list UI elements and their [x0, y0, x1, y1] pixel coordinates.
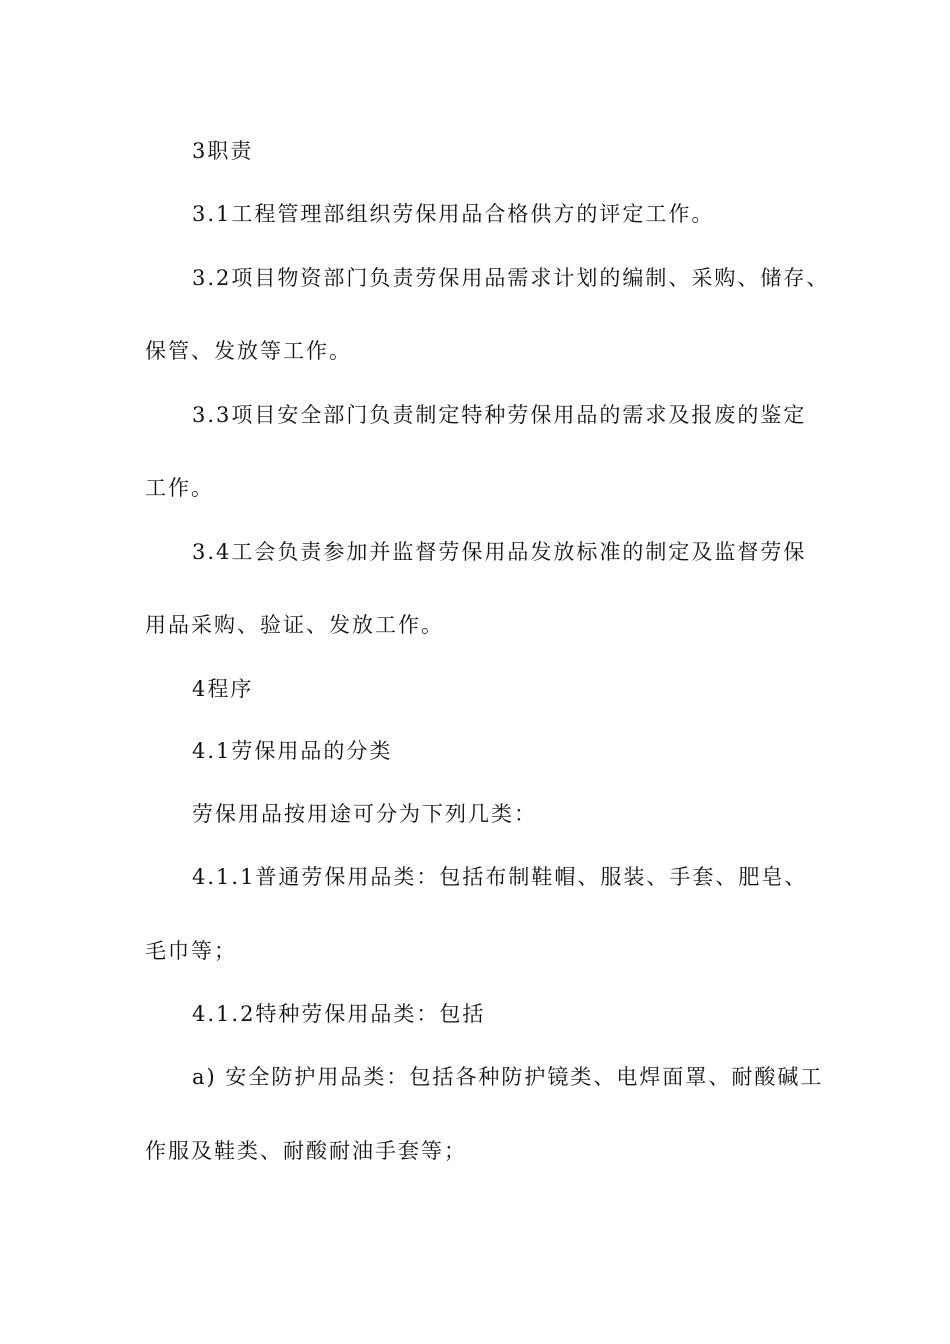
subheading-4-1: 4.1劳保用品的分类: [192, 739, 393, 763]
paragraph-3-1: 3.1工程管理部组织劳保用品合格供方的评定工作。: [192, 202, 715, 226]
paragraph-3-4-line-1: 3.4工会负责参加并监督劳保用品发放标准的制定及监督劳保: [192, 540, 807, 564]
paragraph-3-3-line-1: 3.3项目安全部门负责制定特种劳保用品的需求及报废的鉴定: [192, 403, 807, 427]
section-heading-procedure: 4程序: [192, 677, 254, 701]
paragraph-4-1-1-line-2: 毛巾等；: [145, 939, 237, 963]
list-item-a-line-1: a) 安全防护用品类：包括各种防护镜类、电焊面罩、耐酸碱工: [192, 1065, 824, 1089]
section-heading-responsibilities: 3职责: [192, 139, 254, 163]
paragraph-3-3-line-2: 工作。: [145, 476, 214, 500]
paragraph-classification-intro: 劳保用品按用途可分为下列几类：: [192, 802, 537, 826]
paragraph-4-1-2: 4.1.2特种劳保用品类：包括: [192, 1002, 486, 1026]
paragraph-3-2-line-1: 3.2项目物资部门负责劳保用品需求计划的编制、采购、储存、: [192, 266, 830, 290]
paragraph-3-2-line-2: 保管、发放等工作。: [145, 339, 352, 363]
paragraph-4-1-1-line-1: 4.1.1普通劳保用品类：包括布制鞋帽、服装、手套、肥皂、: [192, 865, 808, 889]
paragraph-3-4-line-2: 用品采购、验证、发放工作。: [145, 613, 444, 637]
list-item-a-line-2: 作服及鞋类、耐酸耐油手套等；: [145, 1139, 467, 1163]
